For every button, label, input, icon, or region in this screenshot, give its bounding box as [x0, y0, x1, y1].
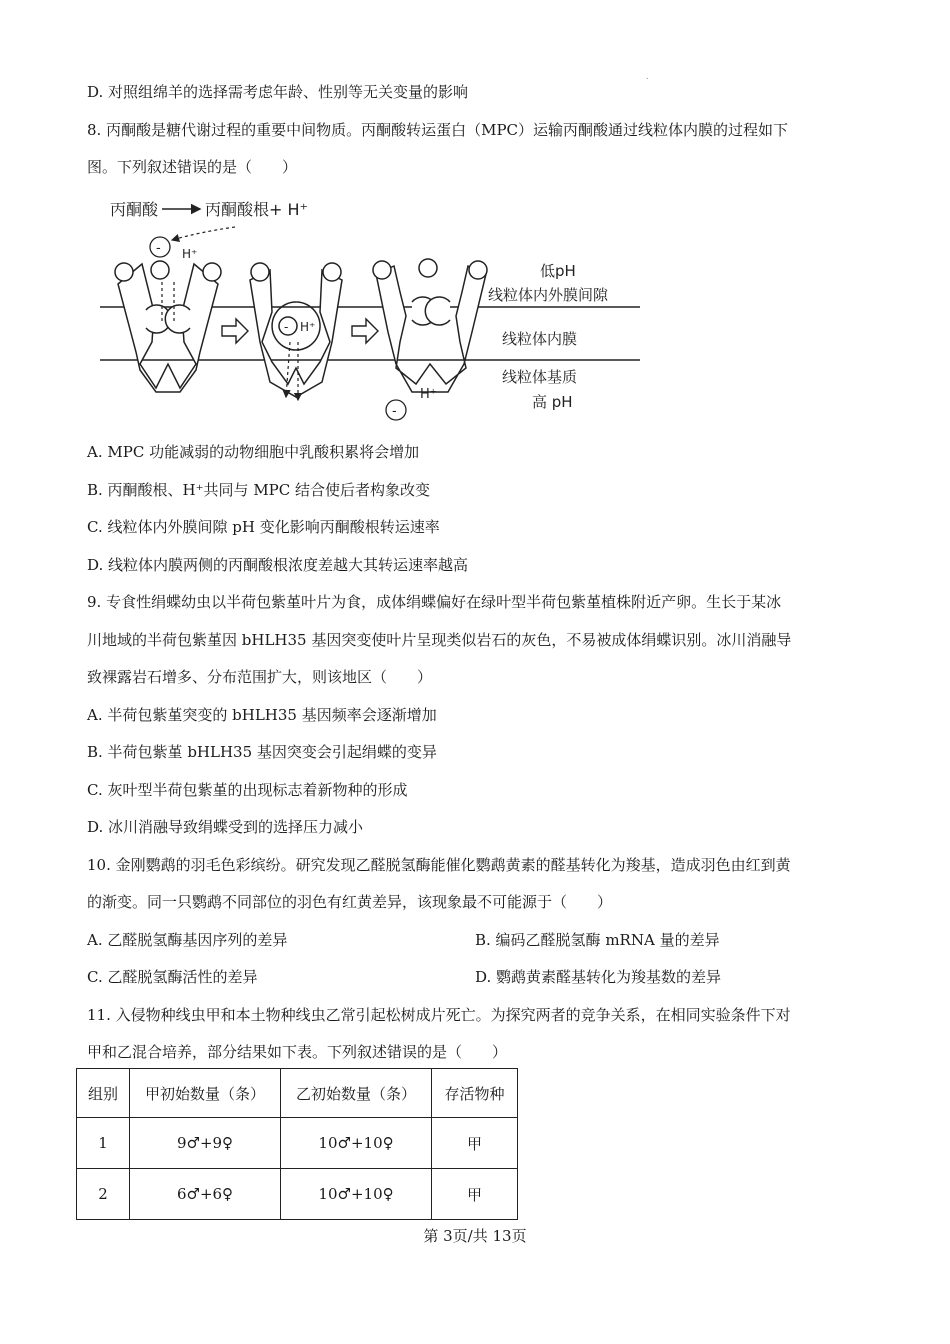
minus-sign-top: - [156, 241, 161, 256]
q8-option-d: D. 线粒体内膜两侧的丙酮酸根浓度差越大其转运速率越高 [87, 556, 469, 574]
mpc-protein-state-3 [373, 259, 487, 392]
q9-option-c: C. 灰叶型半荷包紫堇的出现标志着新物种的形成 [87, 781, 408, 799]
minus-sign-bound: - [284, 320, 289, 334]
h-plus-top: H⁺ [182, 247, 198, 261]
label-high-ph: 高 pH [532, 393, 573, 411]
mpc-protein-state-2 [250, 263, 342, 397]
q10-stem-line2: 的渐变。同一只鹦鹉不同部位的羽色有红黄差异，该现象最不可能源于（ ） [87, 893, 613, 911]
q9-option-a: A. 半荷包紫堇突变的 bHLH35 基因频率会逐渐增加 [87, 706, 437, 724]
mpc-transport-diagram [100, 192, 640, 427]
q10-option-c: C. 乙醛脱氢酶活性的差异 [87, 968, 258, 986]
q10-option-d: D. 鹦鹉黄素醛基转化为羧基数的差异 [475, 968, 722, 986]
q9-stem-line3: 致裸露岩石增多、分布范围扩大，则该地区（ ） [87, 668, 433, 686]
q11-stem-line1: 11. 入侵物种线虫甲和本土物种线虫乙常引起松树成片死亡。为探究两者的竞争关系，在相同实验条件下对 [87, 1006, 791, 1024]
table-row [77, 1118, 518, 1169]
h-plus-matrix: H⁺ [420, 387, 437, 402]
reaction-pyruvic-acid: 丙酮酸 [110, 200, 159, 219]
header-group: 组别 [77, 1069, 130, 1118]
mpc-protein-state-1 [115, 261, 221, 392]
header-yi-initial: 乙初始数量（条） [281, 1069, 432, 1118]
q8-option-c: C. 线粒体内外膜间隙 pH 变化影响丙酮酸根转运速率 [87, 518, 440, 536]
q10-stem-line1: 10. 金刚鹦鹉的羽毛色彩缤纷。研究发现乙醛脱氢酶能催化鹦鹉黄素的醛基转化为羧基，造成羽色由红到黄 [87, 856, 791, 874]
q7-option-d: D. 对照组绵羊的选择需考虑年龄、性别等无关变量的影响 [87, 83, 469, 101]
q9-option-d: D. 冰川消融导致绢蝶受到的选择压力减小 [87, 818, 364, 836]
table-header-row [77, 1069, 518, 1118]
q9-stem-line2: 川地域的半荷包紫堇因 bHLH35 基因突变使叶片呈现类似岩石的灰色，不易被成体绢蝶识别。冰川消融导 [87, 631, 792, 649]
minus-sign-matrix: - [392, 404, 397, 419]
cell-group: 1 [77, 1118, 130, 1169]
page-footer: 第 3页/共 13页 [423, 1227, 527, 1245]
q9-stem-line1: 9. 专食性绢蝶幼虫以半荷包紫堇叶片为食，成体绢蝶偏好在绿叶型半荷包紫堇植株附近产卵。生长于某冰 [87, 593, 782, 611]
label-low-ph: 低pH [540, 262, 576, 280]
q11-stem-line2: 甲和乙混合培养，部分结果如下表。下列叙述错误的是（ ） [87, 1043, 508, 1061]
cell-jia-initial: 9♂+9♀ [130, 1118, 281, 1169]
q10-option-a: A. 乙醛脱氢酶基因序列的差异 [87, 931, 288, 949]
q8-stem-line2: 图。下列叙述错误的是（ ） [87, 158, 298, 176]
stray-dot: . [646, 72, 649, 81]
label-matrix: 线粒体基质 [502, 368, 578, 386]
cell-surviving: 甲 [432, 1169, 518, 1220]
header-jia-initial: 甲初始数量（条） [130, 1069, 281, 1118]
results-table [76, 1068, 518, 1220]
h-plus-bound: H⁺ [300, 320, 316, 334]
label-inner-membrane: 线粒体内膜 [502, 330, 578, 348]
q8-option-b: B. 丙酮酸根、H⁺共同与 MPC 结合使后者构象改变 [87, 481, 431, 499]
header-surviving-species: 存活物种 [432, 1069, 518, 1118]
cell-group: 2 [77, 1169, 130, 1220]
q9-option-b: B. 半荷包紫堇 bHLH35 基因突变会引起绢蝶的变异 [87, 743, 437, 761]
label-intermembrane-space: 线粒体内外膜间隙 [488, 286, 609, 304]
table-row [77, 1169, 518, 1220]
q10-option-b: B. 编码乙醛脱氢酶 mRNA 量的差异 [475, 931, 720, 949]
cell-yi-initial: 10♂+10♀ [281, 1118, 432, 1169]
cell-yi-initial: 10♂+10♀ [281, 1169, 432, 1220]
cell-surviving: 甲 [432, 1118, 518, 1169]
reaction-pyruvate-h: 丙酮酸根+ H⁺ [205, 200, 308, 219]
q8-option-a: A. MPC 功能减弱的动物细胞中乳酸积累将会增加 [87, 443, 420, 461]
cell-jia-initial: 6♂+6♀ [130, 1169, 281, 1220]
q8-stem-line1: 8. 丙酮酸是糖代谢过程的重要中间物质。丙酮酸转运蛋白（MPC）运输丙酮酸通过线粒体内膜的过程如下 [87, 121, 789, 139]
